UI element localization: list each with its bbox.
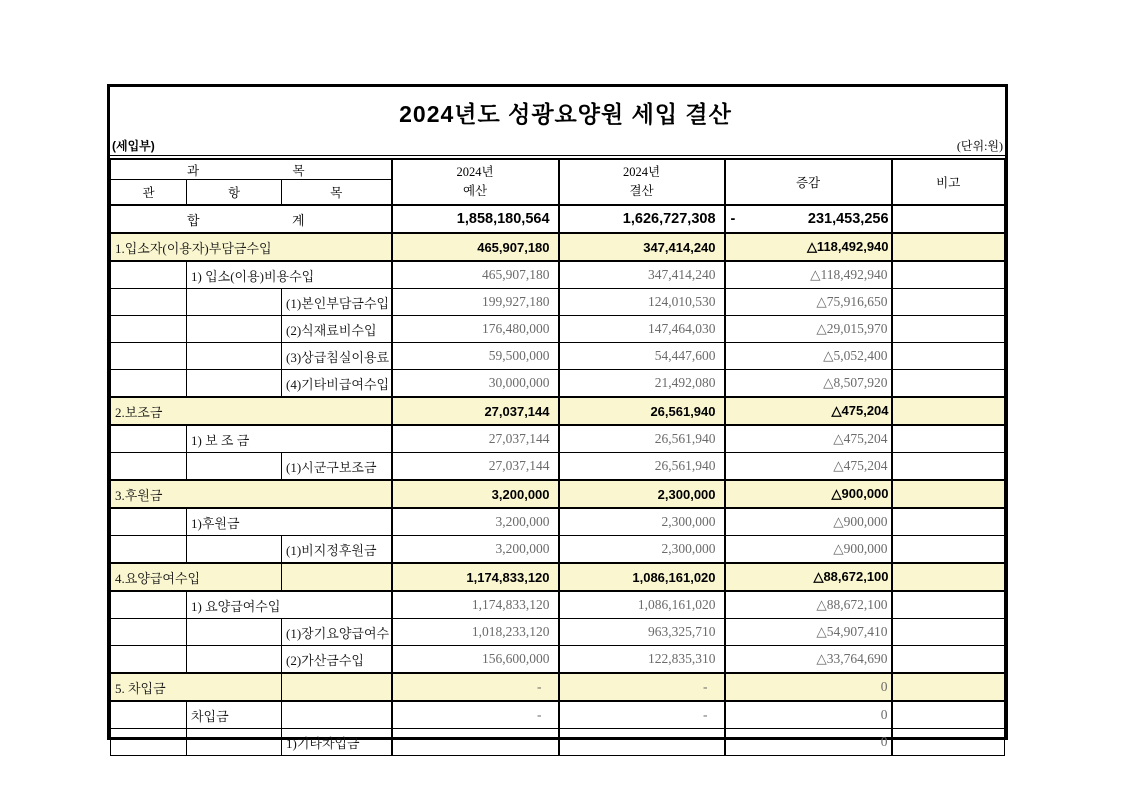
header-cell-gwan: 관 bbox=[111, 180, 187, 206]
cell-settlement-2024: 1,086,161,020 bbox=[559, 563, 725, 591]
cell-settlement-2024: 2,300,000 bbox=[559, 508, 725, 536]
cell-change: △29,015,970 bbox=[725, 316, 892, 343]
cell-empty-gwan bbox=[111, 343, 187, 370]
cell-change: △900,000 bbox=[725, 508, 892, 536]
cell-note bbox=[892, 316, 1005, 343]
cell-empty-hang bbox=[187, 453, 282, 481]
page-title: 2024년도 성광요양원 세입 결산 bbox=[399, 100, 732, 127]
cell-change: △900,000 bbox=[725, 480, 892, 508]
cell-label-section: 1.입소자(이용자)부담금수입 bbox=[111, 233, 392, 261]
cell-empty-hang bbox=[187, 729, 282, 756]
cell-budget-2024: 27,037,144 bbox=[392, 397, 559, 425]
unit-label: (단위:원) bbox=[956, 139, 1003, 153]
cell-change: △475,204 bbox=[725, 453, 892, 481]
cell-note bbox=[892, 508, 1005, 536]
cell-settlement-2024 bbox=[559, 729, 725, 756]
cell-budget-2024: 465,907,180 bbox=[392, 233, 559, 261]
cell-label-section: 4.요양급여수입 bbox=[111, 563, 282, 591]
cell-empty-gwan bbox=[111, 508, 187, 536]
cell-label-mok: (1)비지정후원금 bbox=[282, 536, 392, 564]
cell-label-hang: 차입금 bbox=[187, 701, 282, 729]
settlement-sheet bbox=[107, 84, 1008, 751]
header-gwamok-right: 목 bbox=[292, 163, 305, 178]
table-row-section bbox=[111, 397, 1005, 425]
cell-budget-2024: 30,000,000 bbox=[392, 370, 559, 398]
cell-note bbox=[892, 563, 1005, 591]
header-row-group bbox=[111, 159, 1005, 180]
cell-note bbox=[892, 480, 1005, 508]
cell-empty-hang bbox=[187, 646, 282, 674]
table-row-section bbox=[111, 673, 1005, 701]
table-body bbox=[111, 205, 1005, 756]
cell-settlement-2024: 26,561,940 bbox=[559, 453, 725, 481]
cell-budget-2024: 3,200,000 bbox=[392, 508, 559, 536]
cell-empty-gwan bbox=[111, 591, 187, 619]
cell-change: △88,672,100 bbox=[725, 591, 892, 619]
cell-budget-2024: 1,858,180,564 bbox=[392, 205, 559, 233]
cell-label-hang: 1) 보 조 금 bbox=[187, 425, 392, 453]
minus-sign: - bbox=[730, 211, 736, 227]
cell-note bbox=[892, 205, 1005, 233]
cell-budget-2024: - bbox=[392, 701, 559, 729]
cell-empty-hang bbox=[187, 619, 282, 646]
cell-empty-gwan bbox=[111, 370, 187, 398]
section-label: (세입부) bbox=[112, 139, 155, 153]
cell-empty-hang bbox=[187, 370, 282, 398]
cell-settlement-2024: 124,010,530 bbox=[559, 289, 725, 316]
table-row-section bbox=[111, 233, 1005, 261]
settlement-table bbox=[110, 158, 1005, 756]
cell-settlement-2024: 21,492,080 bbox=[559, 370, 725, 398]
cell-settlement-2024: 1,626,727,308 bbox=[559, 205, 725, 233]
cell-empty-hang bbox=[187, 536, 282, 564]
cell-note bbox=[892, 729, 1005, 756]
title-area bbox=[110, 87, 1005, 137]
cell-settlement-2024: 347,414,240 bbox=[559, 261, 725, 289]
cell-note bbox=[892, 536, 1005, 564]
cell-change: △54,907,410 bbox=[725, 619, 892, 646]
header-cell-mok: 목 bbox=[282, 180, 392, 206]
total-label-left: 합 bbox=[187, 212, 200, 228]
cell-note bbox=[892, 453, 1005, 481]
table-row-section bbox=[111, 563, 1005, 591]
cell-empty-gwan bbox=[111, 536, 187, 564]
cell-settlement-2024: 2,300,000 bbox=[559, 480, 725, 508]
cell-empty-gwan bbox=[111, 701, 187, 729]
cell-empty-hang bbox=[187, 289, 282, 316]
table-row-mok bbox=[111, 729, 1005, 756]
cell-budget-2024: 27,037,144 bbox=[392, 453, 559, 481]
cell-note bbox=[892, 343, 1005, 370]
cell-settlement-2024: - bbox=[559, 701, 725, 729]
cell-budget-2024: 1,174,833,120 bbox=[392, 563, 559, 591]
cell-settlement-2024: 147,464,030 bbox=[559, 316, 725, 343]
total-label-right: 계 bbox=[291, 212, 305, 228]
cell-label-hang: 1) 입소(이용)비용수입 bbox=[187, 261, 392, 289]
cell-settlement-2024: 26,561,940 bbox=[559, 397, 725, 425]
table-row-hang bbox=[111, 261, 1005, 289]
table-row-section bbox=[111, 480, 1005, 508]
header-cell-note: 비고 bbox=[892, 159, 1005, 205]
cell-change: △475,204 bbox=[725, 425, 892, 453]
cell-budget-2024: 59,500,000 bbox=[392, 343, 559, 370]
cell-budget-2024: 1,174,833,120 bbox=[392, 591, 559, 619]
cell-budget-2024: - bbox=[392, 673, 559, 701]
cell-change: △33,764,690 bbox=[725, 646, 892, 674]
cell-budget-2024: 1,018,233,120 bbox=[392, 619, 559, 646]
cell-budget-2024: 3,200,000 bbox=[392, 480, 559, 508]
cell-note bbox=[892, 619, 1005, 646]
cell-change: △900,000 bbox=[725, 536, 892, 564]
cell-note bbox=[892, 289, 1005, 316]
cell-note bbox=[892, 591, 1005, 619]
cell-change: 0 bbox=[725, 701, 892, 729]
cell-label-section: 3.후원금 bbox=[111, 480, 392, 508]
cell-empty-mok bbox=[282, 563, 392, 591]
table-row-hang bbox=[111, 591, 1005, 619]
cell-settlement-2024: 54,447,600 bbox=[559, 343, 725, 370]
cell-settlement-2024: - bbox=[559, 673, 725, 701]
cell-empty-hang bbox=[187, 343, 282, 370]
cell-label-mok: (2)식재료비수입 bbox=[282, 316, 392, 343]
cell-empty-mok bbox=[282, 701, 392, 729]
cell-empty-gwan bbox=[111, 729, 187, 756]
cell-note bbox=[892, 261, 1005, 289]
table-row-mok bbox=[111, 370, 1005, 398]
cell-empty-hang bbox=[187, 316, 282, 343]
cell-label-mok: (1)시군구보조금 bbox=[282, 453, 392, 481]
cell-change: △88,672,100 bbox=[725, 563, 892, 591]
cell-note bbox=[892, 673, 1005, 701]
header-cell-hang: 항 bbox=[187, 180, 282, 206]
table-row-mok bbox=[111, 453, 1005, 481]
cell-empty-gwan bbox=[111, 289, 187, 316]
header-cell-gwamok bbox=[111, 159, 392, 180]
cell-empty-gwan bbox=[111, 453, 187, 481]
cell-empty-gwan bbox=[111, 316, 187, 343]
header-cell-settlement: 2024년 결산 bbox=[559, 159, 725, 205]
table-row-mok bbox=[111, 619, 1005, 646]
table-row-mok bbox=[111, 646, 1005, 674]
cell-note bbox=[892, 370, 1005, 398]
subtitle-strip bbox=[110, 137, 1005, 156]
cell-settlement-2024: 1,086,161,020 bbox=[559, 591, 725, 619]
cell-budget-2024: 3,200,000 bbox=[392, 536, 559, 564]
cell-settlement-2024: 963,325,710 bbox=[559, 619, 725, 646]
cell-label-mok: (4)기타비급여수입 bbox=[282, 370, 392, 398]
cell-budget-2024: 465,907,180 bbox=[392, 261, 559, 289]
cell-label-hang: 1)후원금 bbox=[187, 508, 392, 536]
cell-empty-gwan bbox=[111, 261, 187, 289]
cell-budget-2024: 199,927,180 bbox=[392, 289, 559, 316]
cell-empty-mok bbox=[282, 673, 392, 701]
cell-label-hang: 1) 요양급여수입 bbox=[187, 591, 392, 619]
cell-label-mok: (1)본인부담금수입 bbox=[282, 289, 392, 316]
cell-label-mok: (3)상급침실이용료 bbox=[282, 343, 392, 370]
cell-label-total bbox=[111, 205, 392, 233]
cell-budget-2024: 27,037,144 bbox=[392, 425, 559, 453]
table-row-mok bbox=[111, 316, 1005, 343]
cell-settlement-2024: 2,300,000 bbox=[559, 536, 725, 564]
cell-change: △118,492,940 bbox=[725, 261, 892, 289]
cell-label-mok: (2)가산금수입 bbox=[282, 646, 392, 674]
cell-empty-gwan bbox=[111, 619, 187, 646]
cell-note bbox=[892, 233, 1005, 261]
table-row-hang bbox=[111, 508, 1005, 536]
cell-change bbox=[725, 205, 892, 233]
cell-change: △475,204 bbox=[725, 397, 892, 425]
cell-note bbox=[892, 701, 1005, 729]
cell-settlement-2024: 26,561,940 bbox=[559, 425, 725, 453]
change-value: 231,453,256 bbox=[807, 211, 889, 227]
cell-change: △5,052,400 bbox=[725, 343, 892, 370]
cell-change: △75,916,650 bbox=[725, 289, 892, 316]
table-row-mok bbox=[111, 536, 1005, 564]
table-row-mok bbox=[111, 289, 1005, 316]
cell-settlement-2024: 347,414,240 bbox=[559, 233, 725, 261]
cell-change: 0 bbox=[725, 729, 892, 756]
cell-empty-gwan bbox=[111, 425, 187, 453]
header-cell-budget: 2024년 예산 bbox=[392, 159, 559, 205]
cell-budget-2024 bbox=[392, 729, 559, 756]
cell-note bbox=[892, 425, 1005, 453]
cell-empty-gwan bbox=[111, 646, 187, 674]
cell-label-mok: 1)기타차입금 bbox=[282, 729, 392, 756]
cell-budget-2024: 176,480,000 bbox=[392, 316, 559, 343]
cell-note bbox=[892, 397, 1005, 425]
cell-note bbox=[892, 646, 1005, 674]
table-row-total bbox=[111, 205, 1005, 233]
table-row-hang bbox=[111, 425, 1005, 453]
cell-budget-2024: 156,600,000 bbox=[392, 646, 559, 674]
header-gwamok-left: 과 bbox=[187, 163, 200, 178]
cell-change: △8,507,920 bbox=[725, 370, 892, 398]
table-row-mok bbox=[111, 343, 1005, 370]
cell-label-mok: (1)장기요양급여수 bbox=[282, 619, 392, 646]
cell-label-section: 5. 차입금 bbox=[111, 673, 282, 701]
table-row-hang bbox=[111, 701, 1005, 729]
cell-label-section: 2.보조금 bbox=[111, 397, 392, 425]
cell-change: △118,492,940 bbox=[725, 233, 892, 261]
header-cell-diff: 증감 bbox=[725, 159, 892, 205]
cell-change: 0 bbox=[725, 673, 892, 701]
cell-settlement-2024: 122,835,310 bbox=[559, 646, 725, 674]
